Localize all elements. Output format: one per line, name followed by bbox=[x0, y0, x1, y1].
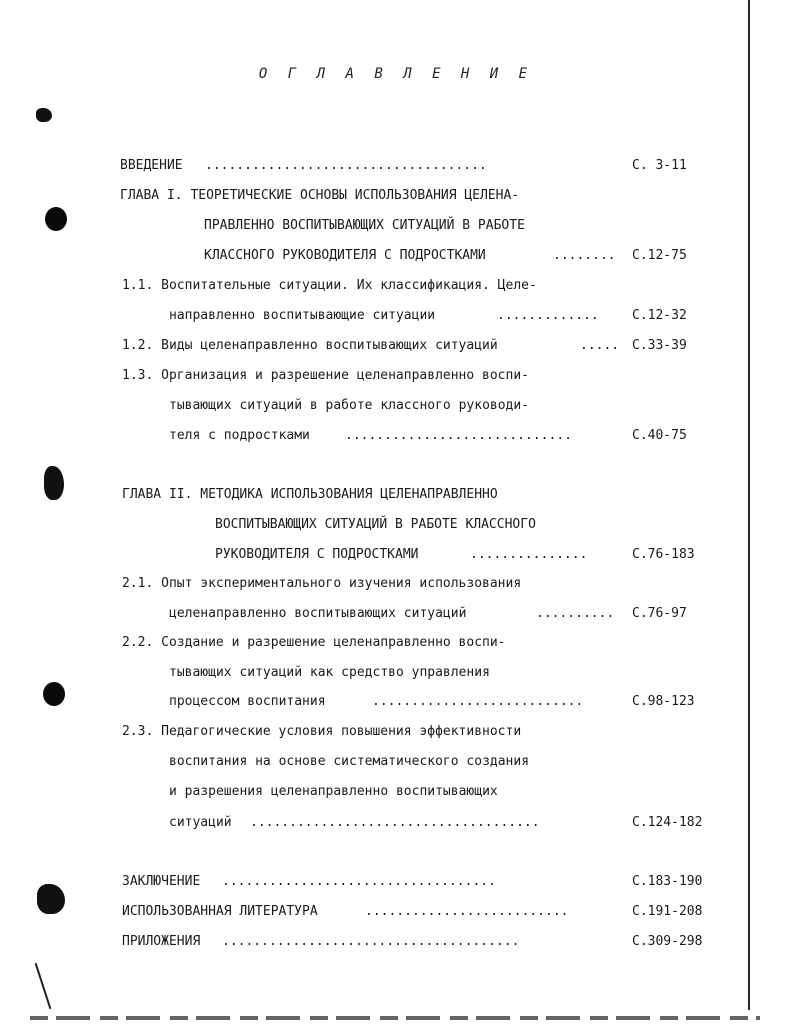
toc-leader: ............................. bbox=[345, 428, 572, 443]
toc-leader: ...................................... bbox=[222, 934, 520, 949]
toc-chapter-1-title-cont: ПРАВЛЕННО ВОСПИТЫВАЮЩИХ СИТУАЦИЙ В РАБОТЕ bbox=[204, 218, 525, 233]
toc-section-2-3-cont: ситуаций bbox=[169, 815, 232, 830]
toc-section-2-1: 2.1. Опыт экспериментального изучения использования bbox=[122, 576, 522, 591]
toc-page-number: С.40-75 bbox=[632, 428, 687, 443]
toc-leader: ............. bbox=[497, 308, 599, 323]
toc-page-number: С.309-298 bbox=[632, 934, 703, 949]
toc-chapter-1-title-cont: КЛАССНОГО РУКОВОДИТЕЛЯ С ПОДРОСТКАМИ bbox=[204, 248, 486, 263]
toc-page-number: С.76-183 bbox=[632, 547, 695, 562]
scan-smudge bbox=[36, 108, 52, 122]
toc-page-number: С.183-190 bbox=[632, 874, 703, 889]
toc-page-number: С.33-39 bbox=[632, 338, 687, 353]
toc-leader: ..... bbox=[580, 338, 620, 353]
toc-page-number: С.12-75 bbox=[632, 248, 687, 263]
toc-label: ВВЕДЕНИЕ bbox=[120, 158, 183, 173]
punch-hole bbox=[45, 207, 67, 231]
toc-page-number: С.191-208 bbox=[632, 904, 703, 919]
toc-entry-intro bbox=[120, 158, 183, 174]
toc-chapter-2-title-cont: ВОСПИТЫВАЮЩИХ СИТУАЦИЙ В РАБОТЕ КЛАССНОГО bbox=[215, 517, 536, 532]
toc-page-number: С.76-97 bbox=[632, 606, 687, 621]
toc-section-2-2: 2.2. Создание и разрешение целенаправленно воспи- bbox=[122, 635, 506, 650]
toc-leader: ................................... bbox=[222, 874, 496, 889]
scan-smudge bbox=[37, 884, 65, 914]
toc-page-number: С.124-182 bbox=[632, 815, 703, 830]
toc-section-2-2-cont: тывающих ситуаций как средство управления bbox=[169, 665, 490, 680]
toc-section-1-3-cont: теля с подростками bbox=[169, 428, 310, 443]
scan-edge-bottom bbox=[30, 1016, 760, 1020]
toc-section-2-3-cont: воспитания на основе систематического создания bbox=[169, 754, 530, 769]
toc-chapter-2-title-cont: РУКОВОДИТЕЛЯ С ПОДРОСТКАМИ bbox=[215, 547, 419, 562]
toc-section-1-3-cont: тывающих ситуаций в работе классного руководи- bbox=[169, 398, 530, 413]
toc-entry-literature: ИСПОЛЬЗОВАННАЯ ЛИТЕРАТУРА bbox=[122, 904, 318, 919]
punch-hole bbox=[43, 682, 65, 706]
toc-section-1-3: 1.3. Организация и разрешение целенаправленно воспи- bbox=[122, 368, 529, 383]
toc-section-1-2: 1.2. Виды целенаправленно воспитывающих ситуаций bbox=[122, 338, 498, 353]
toc-leader: .......................... bbox=[365, 904, 569, 919]
scan-edge-right bbox=[748, 0, 750, 1010]
toc-leader: .................................... bbox=[205, 158, 487, 173]
toc-section-2-1-cont: целенаправленно воспитывающих ситуаций bbox=[169, 606, 467, 621]
toc-entry-conclusion: ЗАКЛЮЧЕНИЕ bbox=[122, 874, 201, 889]
toc-page-number: С. 3-11 bbox=[632, 158, 687, 173]
page-title: О Г Л А В Л Е Н И Е bbox=[258, 66, 534, 82]
toc-leader: ........................... bbox=[372, 694, 584, 709]
toc-section-2-3-cont: и разрешения целенаправленно воспитывающих bbox=[169, 784, 498, 799]
toc-section-2-3: 2.3. Педагогические условия повышения эффективности bbox=[122, 724, 522, 739]
toc-leader: ..................................... bbox=[250, 815, 540, 830]
toc-chapter-1-title: ГЛАВА I. ТЕОРЕТИЧЕСКИЕ ОСНОВЫ ИСПОЛЬЗОВАНИЯ ЦЕЛЕНА- bbox=[120, 188, 520, 203]
toc-leader: ........ bbox=[553, 248, 616, 263]
toc-leader: .......... bbox=[536, 606, 615, 621]
toc-leader: ............... bbox=[470, 547, 588, 562]
toc-page-number: С.98-123 bbox=[632, 694, 695, 709]
toc-entry-appendix: ПРИЛОЖЕНИЯ bbox=[122, 934, 201, 949]
toc-section-2-2-cont: процессом воспитания bbox=[169, 694, 326, 709]
toc-chapter-2-title: ГЛАВА II. МЕТОДИКА ИСПОЛЬЗОВАНИЯ ЦЕЛЕНАПРАВЛЕННО bbox=[122, 487, 498, 502]
toc-page-number: С.12-32 bbox=[632, 308, 687, 323]
scan-smudge bbox=[44, 466, 64, 500]
scan-scratch bbox=[35, 963, 52, 1009]
toc-section-1-1-cont: направленно воспитывающие ситуации bbox=[169, 308, 436, 323]
toc-section-1-1: 1.1. Воспитательные ситуации. Их классификация. Целе- bbox=[122, 278, 537, 293]
